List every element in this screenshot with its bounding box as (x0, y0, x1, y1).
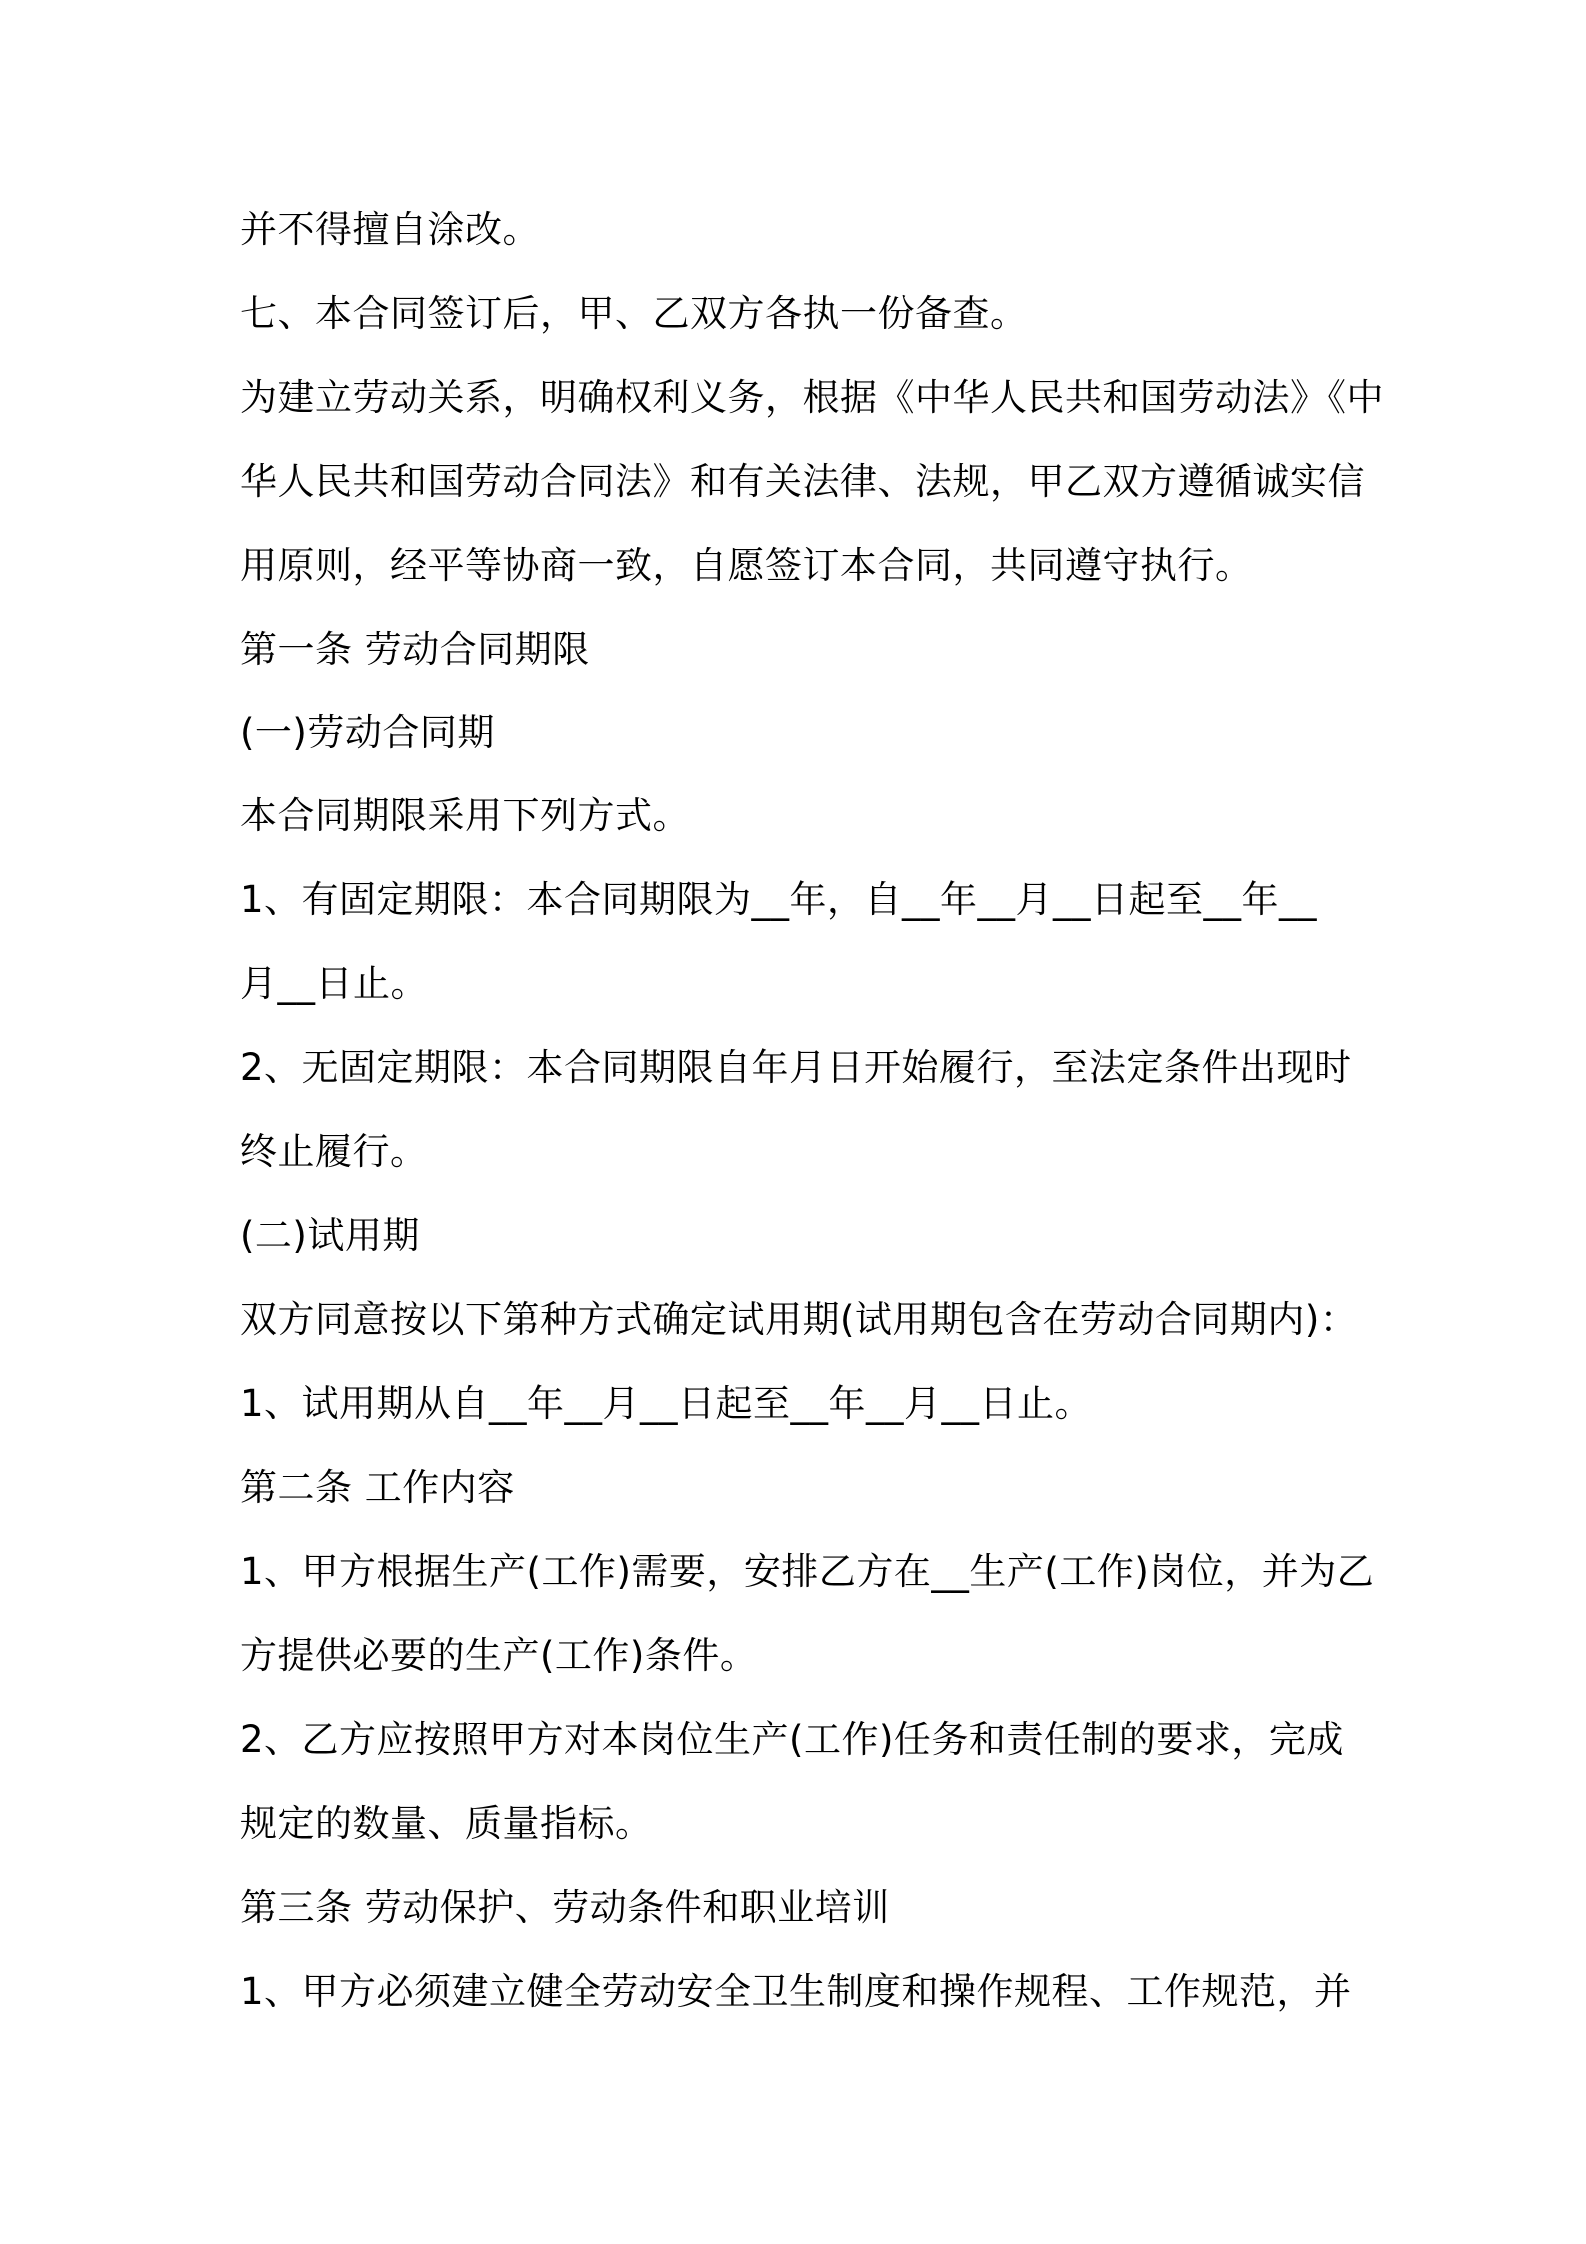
text-line: 用原则，经平等协商一致，自愿签订本合同，共同遵守执行。 (240, 544, 1253, 587)
text-line: 终止履行。 (240, 1130, 428, 1173)
subsection-heading: (一)劳动合同期 (240, 711, 495, 754)
text-line: 华人民共和国劳动合同法》和有关法律、法规，甲乙双方遵循诚实信 (240, 460, 1365, 503)
subsection-heading: (二)试用期 (240, 1214, 420, 1257)
text-line: 1、甲方必须建立健全劳动安全卫生制度和操作规程、工作规范，并 (240, 1970, 1352, 2013)
section-heading: 第一条 劳动合同期限 (240, 628, 590, 671)
text-line: 双方同意按以下第种方式确定试用期(试用期包含在劳动合同期内)： (240, 1298, 1358, 1341)
text-line: 1、试用期从自__年__月__日起至__年__月__日止。 (240, 1382, 1093, 1425)
section-heading: 第二条 工作内容 (240, 1466, 515, 1509)
section-heading: 第三条 劳动保护、劳动条件和职业培训 (240, 1886, 890, 1929)
text-line: 2、乙方应按照甲方对本岗位生产(工作)任务和责任制的要求，完成 (240, 1718, 1344, 1761)
text-line: 规定的数量、质量指标。 (240, 1802, 653, 1845)
text-line: 七、本合同签订后，甲、乙双方各执一份备查。 (240, 292, 1028, 335)
text-line: 本合同期限采用下列方式。 (240, 794, 690, 837)
text-line: 月__日止。 (240, 962, 428, 1005)
text-line: 方提供必要的生产(工作)条件。 (240, 1634, 758, 1677)
text-line: 并不得擅自涂改。 (240, 208, 540, 251)
text-line: 2、无固定期限：本合同期限自年月日开始履行，至法定条件出现时 (240, 1046, 1352, 1089)
text-line: 为建立劳动关系，明确权利义务，根据《中华人民共和国劳动法》《中 (240, 376, 1384, 419)
text-line: 1、甲方根据生产(工作)需要，安排乙方在__生产(工作)岗位，并为乙 (240, 1550, 1375, 1593)
text-line: 1、有固定期限：本合同期限为__年，自__年__月__日起至__年__ (240, 878, 1318, 921)
